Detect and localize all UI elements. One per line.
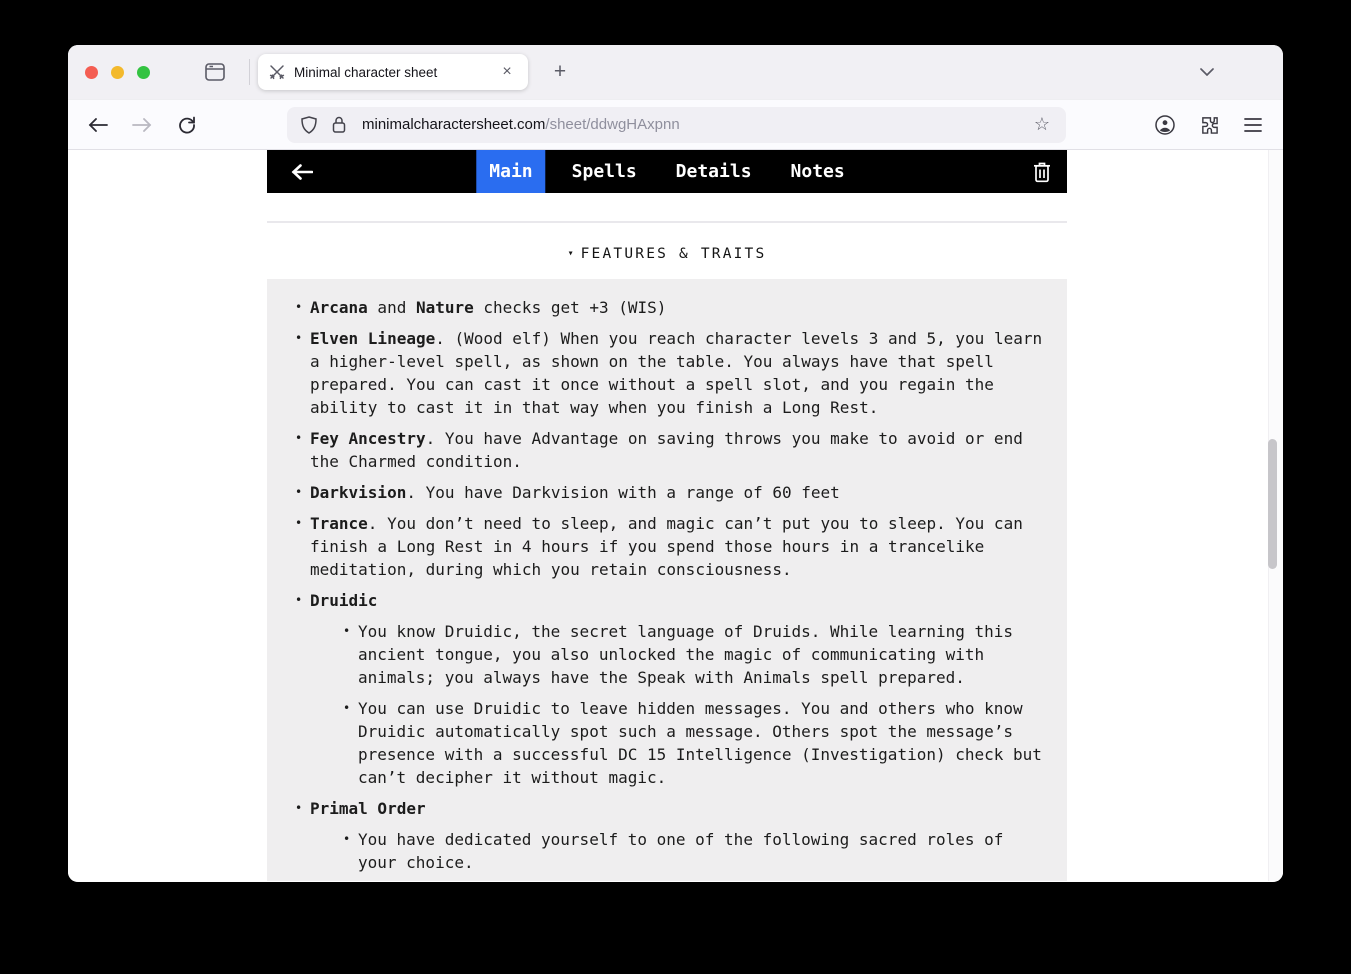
tabbar-separator bbox=[249, 59, 250, 85]
hamburger-menu-icon[interactable] bbox=[1239, 111, 1267, 139]
browser-tab[interactable] bbox=[258, 54, 528, 90]
trash-icon[interactable] bbox=[1030, 160, 1054, 184]
url-path: /sheet/ddwgHAxpnn bbox=[545, 116, 680, 133]
feature-item: • Elven Lineage. (Wood elf) When you reach character levels 3 and 5, you learn a higher-level spell, as shown on the table. You always have that spell prepared. You can cast it once without a spell slot, and you regain the ability to cast it in that way when you finish a Long Rest. bbox=[310, 327, 1050, 419]
feature-item: • You have dedicated yourself to one of the following sacred roles of your choice. bbox=[358, 828, 1050, 874]
window-zoom-button[interactable] bbox=[137, 66, 150, 79]
feature-item: • Arcana and Nature checks get +3 (WIS) bbox=[310, 296, 1050, 319]
feature-item: • You can use Druidic to leave hidden messages. You and others who know Druidic automatically spot such a message. Others spot the message’s presence with a successful DC 15 Intelligence (Investigation) check but can’t decipher it without magic. bbox=[358, 697, 1050, 789]
new-tab-button[interactable]: + bbox=[553, 60, 567, 83]
traffic-lights bbox=[85, 66, 150, 79]
browser-toolbar bbox=[68, 99, 1283, 150]
forward-button[interactable] bbox=[128, 111, 156, 139]
sheet-tab-notes[interactable]: Notes bbox=[790, 161, 845, 182]
shield-icon[interactable] bbox=[299, 115, 319, 135]
features-list bbox=[267, 279, 1067, 881]
sheet-tab-details[interactable]: Details bbox=[675, 161, 752, 182]
scrollbar-thumb[interactable] bbox=[1268, 439, 1277, 569]
feature-item: • Darkvision. You have Darkvision with a range of 60 feet bbox=[310, 481, 1050, 504]
lock-icon[interactable] bbox=[329, 115, 349, 135]
feature-item: • Primal Order • You have dedicated yourself to one of the following sacred roles of your choice. bbox=[310, 797, 1050, 874]
feature-item: • Druidic • You know Druidic, the secret language of Druids. While learning this ancient tongue, you also unlocked the magic of communicating with animals; you always have the Speak with Animals spell prepared. • You can use Druidic to leave hidden messages. You and others who know Druidic automatically spot such a message. Others spot the message’s presence with a successful DC 15 Intelligence (Investigation) check but can’t decipher it without magic. bbox=[310, 589, 1050, 789]
tab-list-chevron-icon[interactable] bbox=[1193, 58, 1221, 86]
firefox-view-icon[interactable] bbox=[201, 58, 229, 86]
url-host: minimalcharactersheet.com bbox=[362, 116, 546, 133]
feature-item: • Trance. You don’t need to sleep, and magic can’t put you to sleep. You can finish a Long Rest in 4 hours if you spend those hours in a trancelike meditation, during which you retain consciousness. bbox=[310, 512, 1050, 581]
page-viewport bbox=[68, 150, 1283, 881]
browser-window bbox=[68, 45, 1283, 882]
window-minimize-button[interactable] bbox=[111, 66, 124, 79]
sheet-nav-bar bbox=[267, 150, 1067, 193]
feature-sublist bbox=[358, 828, 1050, 874]
window-close-button[interactable] bbox=[85, 66, 98, 79]
crossed-swords-favicon bbox=[268, 63, 286, 81]
feature-sublist bbox=[358, 620, 1050, 789]
sheet-tab-spells[interactable]: Spells bbox=[571, 161, 637, 182]
sheet-back-arrow-button[interactable] bbox=[289, 159, 315, 185]
extensions-puzzle-icon[interactable] bbox=[1196, 111, 1224, 139]
back-button[interactable] bbox=[84, 111, 112, 139]
bookmark-star-icon[interactable]: ☆ bbox=[1033, 114, 1051, 134]
account-icon[interactable] bbox=[1151, 111, 1179, 139]
section-title: FEATURES & TRAITS bbox=[580, 246, 767, 262]
url-text bbox=[362, 116, 680, 133]
sheet-nav-tabs bbox=[476, 150, 857, 193]
tab-title: Minimal character sheet bbox=[294, 64, 438, 80]
reload-button[interactable] bbox=[173, 111, 201, 139]
tab-bar bbox=[68, 45, 1283, 99]
tab-close-icon[interactable]: × bbox=[502, 63, 512, 80]
features-box bbox=[267, 279, 1067, 881]
collapse-triangle-icon: ▾ bbox=[567, 247, 574, 259]
feature-item: • You know Druidic, the secret language of Druids. While learning this ancient tongue, you also unlocked the magic of communicating with animals; you always have the Speak with Animals spell prepared. bbox=[358, 620, 1050, 689]
feature-item: • Fey Ancestry. You have Advantage on saving throws you make to avoid or end the Charmed condition. bbox=[310, 427, 1050, 473]
section-divider bbox=[267, 221, 1067, 223]
url-bar[interactable] bbox=[287, 107, 1066, 143]
features-section-header[interactable] bbox=[267, 246, 1067, 262]
sheet-tab-main[interactable]: Main bbox=[476, 150, 545, 193]
character-sheet-page bbox=[267, 150, 1067, 881]
